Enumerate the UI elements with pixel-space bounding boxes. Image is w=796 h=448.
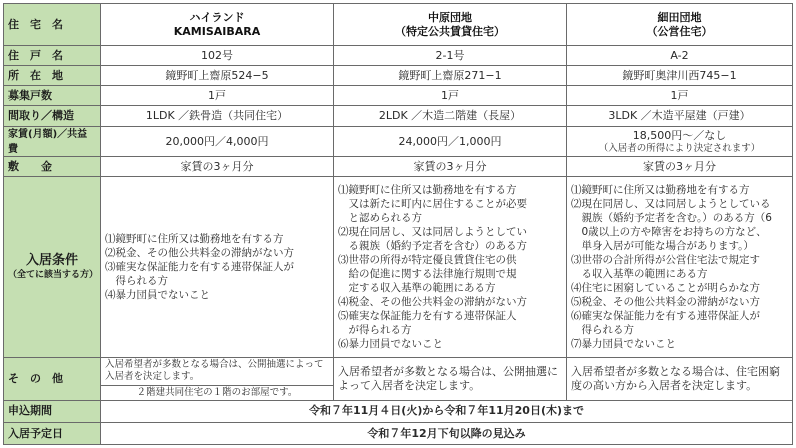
house-1-layout: 1LDK ／鉄骨造（共同住宅） xyxy=(101,106,334,127)
condition-item: ⑴鏡野町に住所又は勤務地を有する方 xyxy=(338,184,517,197)
house-1-units-count: 1戸 xyxy=(101,86,334,106)
condition-item: 又は新たに町内に居住することが必要 xyxy=(338,198,527,211)
condition-item: 得られる方 xyxy=(105,275,168,287)
condition-item: 親族（婚約予定者を含む。）のある方（6 xyxy=(571,212,772,225)
condition-item: ⑵現在同居し、又は同居しようとしてい xyxy=(338,226,527,239)
house-3-layout: 3LDK ／木造平屋建（戸建） xyxy=(567,106,793,127)
house-2-units-count: 1戸 xyxy=(334,86,567,106)
house-3-name: 細田団地 （公営住宅） xyxy=(567,4,793,46)
house-2-conditions-list xyxy=(338,182,562,351)
label-layout: 間取り／構造 xyxy=(4,106,101,127)
condition-item: 0歳以上の方や障害をお持ちの方など、 xyxy=(571,226,767,239)
apply-period-value: 令和７年11月４日(火)から令和７年11月20日(木)まで xyxy=(101,400,793,422)
label-conditions: 入居条件 （全てに該当する方） xyxy=(4,177,101,357)
condition-item: ⑷住宅に困窮していることが明らかな方 xyxy=(571,281,760,294)
condition-item: ⑶世帯の所得が特定優良賃貸住宅の供 xyxy=(338,254,517,267)
condition-item: る収入基準の範囲にある方 xyxy=(571,268,708,281)
condition-item: る親族（婚約予定者を含む）のある方 xyxy=(338,240,527,253)
house-3-conditions-list xyxy=(571,182,788,351)
label-unit: 住 戸 名 xyxy=(4,46,101,66)
row-conditions xyxy=(4,177,793,357)
house-1-rent: 20,000円／4,000円 xyxy=(101,127,334,157)
row-deposit xyxy=(4,157,793,177)
house-1-deposit: 家賃の3ヶ月分 xyxy=(101,157,334,177)
row-location xyxy=(4,66,793,86)
condition-item: ⑶世帯の合計所得が公営住宅法で規定す xyxy=(571,254,760,267)
house-2-deposit: 家賃の3ヶ月分 xyxy=(334,157,567,177)
condition-item: ⑹確実な保証能力を有する連帯保証人が xyxy=(571,309,760,322)
condition-item: ⑵税金、その他公共料金の滞納がない方 xyxy=(105,247,294,260)
condition-item: ⑴鏡野町に住所又は勤務地を有する方 xyxy=(105,233,284,246)
house-1-conditions xyxy=(101,177,334,357)
condition-item: が得られる方 xyxy=(338,323,412,336)
row-units-count xyxy=(4,86,793,106)
label-rent: 家賃(月額)／共益費 xyxy=(4,127,101,157)
condition-item: ⑶確実な保証能力を有する連帯保証人が xyxy=(105,261,294,274)
house-3-other: 入居希望者が多数となる場合は、住宅困窮度の高い方から入居者を決定します。 xyxy=(567,357,793,400)
label-house-name: 住 宅 名 xyxy=(4,4,101,46)
row-apply-period xyxy=(4,400,793,422)
house-2-conditions xyxy=(334,177,567,357)
condition-item: ⑹暴力団員でないこと xyxy=(338,337,443,350)
house-1-location: 鏡野町上齋原524−5 xyxy=(101,66,334,86)
condition-item: ⑷暴力団員でないこと xyxy=(105,288,210,301)
house-3-units-count: 1戸 xyxy=(567,86,793,106)
house-3-rent-cell xyxy=(567,127,793,157)
row-layout xyxy=(4,106,793,127)
house-1-other-text: 入居希望者が多数となる場合は、公開抽選によって入居者を決定します。 xyxy=(101,358,333,386)
condition-item: ⑴鏡野町に住所又は勤務地を有する方 xyxy=(571,184,750,197)
condition-item: 給の促進に関する法律施行規則で規 xyxy=(338,268,517,281)
house-2-name: 中原団地 （特定公共賃貸住宅） xyxy=(334,4,567,46)
label-deposit: 敷 金 xyxy=(4,157,101,177)
condition-item: ⑸確実な保証能力を有する連帯保証人 xyxy=(338,309,517,322)
condition-item: ⑵現在同居し、又は同居しようとしている xyxy=(571,198,771,211)
house-3-location: 鏡野町奥津川西745−1 xyxy=(567,66,793,86)
row-rent xyxy=(4,127,793,157)
condition-item: 定する収入基準の範囲にある方 xyxy=(338,281,496,294)
house-2-unit: 2-1号 xyxy=(334,46,567,66)
row-house-name xyxy=(4,4,793,46)
label-move-in: 入居予定日 xyxy=(4,422,101,444)
house-3-deposit: 家賃の3ヶ月分 xyxy=(567,157,793,177)
move-in-value: 令和７年12月下旬以降の見込み xyxy=(101,422,793,444)
label-units-count: 募集戸数 xyxy=(4,86,101,106)
row-other xyxy=(4,357,793,400)
house-3-conditions xyxy=(567,177,793,357)
condition-item: と認められる方 xyxy=(338,212,422,225)
condition-item: ⑷税金、その他公共料金の滞納がない方 xyxy=(338,295,527,308)
house-2-other: 入居希望者が多数となる場合は、公開抽選によって入居者を決定します。 xyxy=(334,357,567,400)
row-unit xyxy=(4,46,793,66)
house-2-location: 鏡野町上齋原271−1 xyxy=(334,66,567,86)
house-2-layout: 2LDK ／木造二階建（長屋） xyxy=(334,106,567,127)
label-other: そ の 他 xyxy=(4,357,101,400)
housing-table xyxy=(3,3,793,445)
condition-item: ⑸税金、その他公共料金の滞納がない方 xyxy=(571,295,760,308)
house-3-rent: 18,500円〜／なし xyxy=(632,128,727,142)
house-1-other xyxy=(101,357,334,400)
house-2-rent: 24,000円／1,000円 xyxy=(334,127,567,157)
house-1-other-note: ２階建共同住宅の１階のお部屋です。 xyxy=(136,386,298,398)
house-1-name: ハイランド KAMISAIBARA xyxy=(101,4,334,46)
house-3-unit: A-2 xyxy=(567,46,793,66)
house-1-conditions-list xyxy=(105,231,329,303)
condition-item: ⑺暴力団員でないこと xyxy=(571,337,676,350)
row-move-in xyxy=(4,422,793,444)
condition-item: 単身入居が可能な場合があります。） xyxy=(571,240,754,253)
house-1-unit: 102号 xyxy=(101,46,334,66)
label-apply-period: 申込期間 xyxy=(4,400,101,422)
house-3-rent-note: （入居者の所得により決定されます） xyxy=(598,142,761,154)
condition-item: 得られる方 xyxy=(571,323,634,336)
label-location: 所 在 地 xyxy=(4,66,101,86)
